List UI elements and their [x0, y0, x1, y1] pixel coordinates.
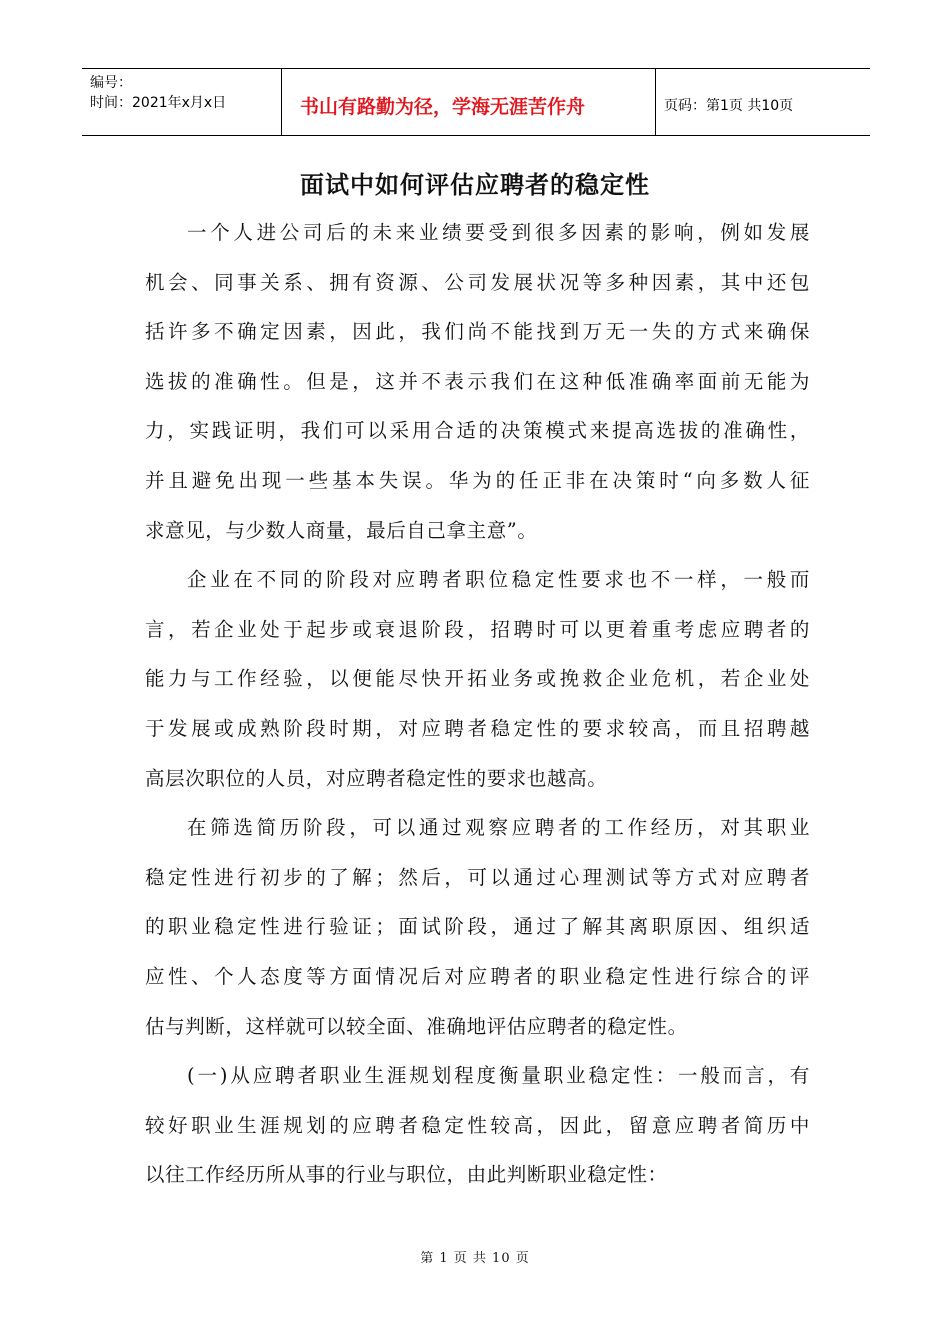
- body-line: 机会、同事关系、拥有资源、公司发展状况等多种因素，其中还包: [145, 270, 810, 294]
- body-line: 力，实践证明，我们可以采用合适的决策模式来提高选拔的准确性，: [145, 419, 810, 443]
- body-line: 较好职业生涯规划的应聘者稳定性较高，因此，留意应聘者简历中: [145, 1113, 810, 1137]
- body-line: 选拔的准确性。但是，这并不表示我们在这种低准确率面前无能为: [145, 369, 810, 393]
- document-body: [145, 218, 810, 1210]
- header-bottom-rule: [82, 135, 870, 136]
- body-line: 企业在不同的阶段对应聘者职位稳定性要求也不一样，一般而: [187, 568, 810, 592]
- body-line: 求意见，与少数人商量，最后自己拿主意”。: [145, 518, 538, 542]
- header-top-rule: [82, 68, 870, 69]
- body-line: 于发展或成熟阶段时期，对应聘者稳定性的要求较高，而且招聘越: [145, 716, 810, 740]
- body-line: 能力与工作经验，以便能尽快开拓业务或挽救企业危机，若企业处: [145, 667, 810, 691]
- body-line: 括许多不确定因素，因此，我们尚不能找到万无一失的方式来确保: [145, 320, 810, 344]
- document-time-label: 时间：2021年x月x日: [90, 95, 227, 111]
- body-line: 一个人进公司后的未来业绩要受到很多因素的影响，例如发展: [187, 221, 810, 244]
- body-line: 以往工作经历所从事的行业与职位，由此判断职业稳定性：: [145, 1163, 668, 1187]
- body-line: 应性、个人态度等方面情况后对应聘者的职业稳定性进行综合的评: [145, 964, 810, 988]
- document-number-label: 编号：: [90, 75, 132, 91]
- page-footer: 第 1 页 共 10 页: [420, 1251, 530, 1266]
- header-motto: 书山有路勤为径，学海无涯苦作舟: [300, 96, 586, 118]
- body-line: 高层次职位的人员，对应聘者稳定性的要求也越高。: [145, 766, 608, 790]
- body-line: 估与判断，这样就可以较全面、准确地评估应聘者的稳定性。: [145, 1014, 688, 1038]
- header-divider-left: [281, 68, 282, 136]
- body-line: 的职业稳定性进行验证；面试阶段，通过了解其离职原因、组织适: [145, 915, 810, 939]
- document-title: 面试中如何评估应聘者的稳定性: [300, 170, 650, 199]
- body-line: (一)从应聘者职业生涯规划程度衡量职业稳定性：一般而言，有: [187, 1064, 810, 1088]
- page-code-label: 页码：第1页 共10页: [664, 98, 794, 114]
- body-line: 在筛选简历阶段，可以通过观察应聘者的工作经历，对其职业: [187, 816, 810, 840]
- body-line: 稳定性进行初步的了解；然后，可以通过心理测试等方式对应聘者: [145, 865, 810, 889]
- body-line: 言，若企业处于起步或衰退阶段，招聘时可以更着重考虑应聘者的: [145, 617, 810, 641]
- header-divider-right: [655, 68, 656, 136]
- body-line: 并且避免出现一些基本失误。华为的任正非在决策时“向多数人征: [145, 468, 810, 492]
